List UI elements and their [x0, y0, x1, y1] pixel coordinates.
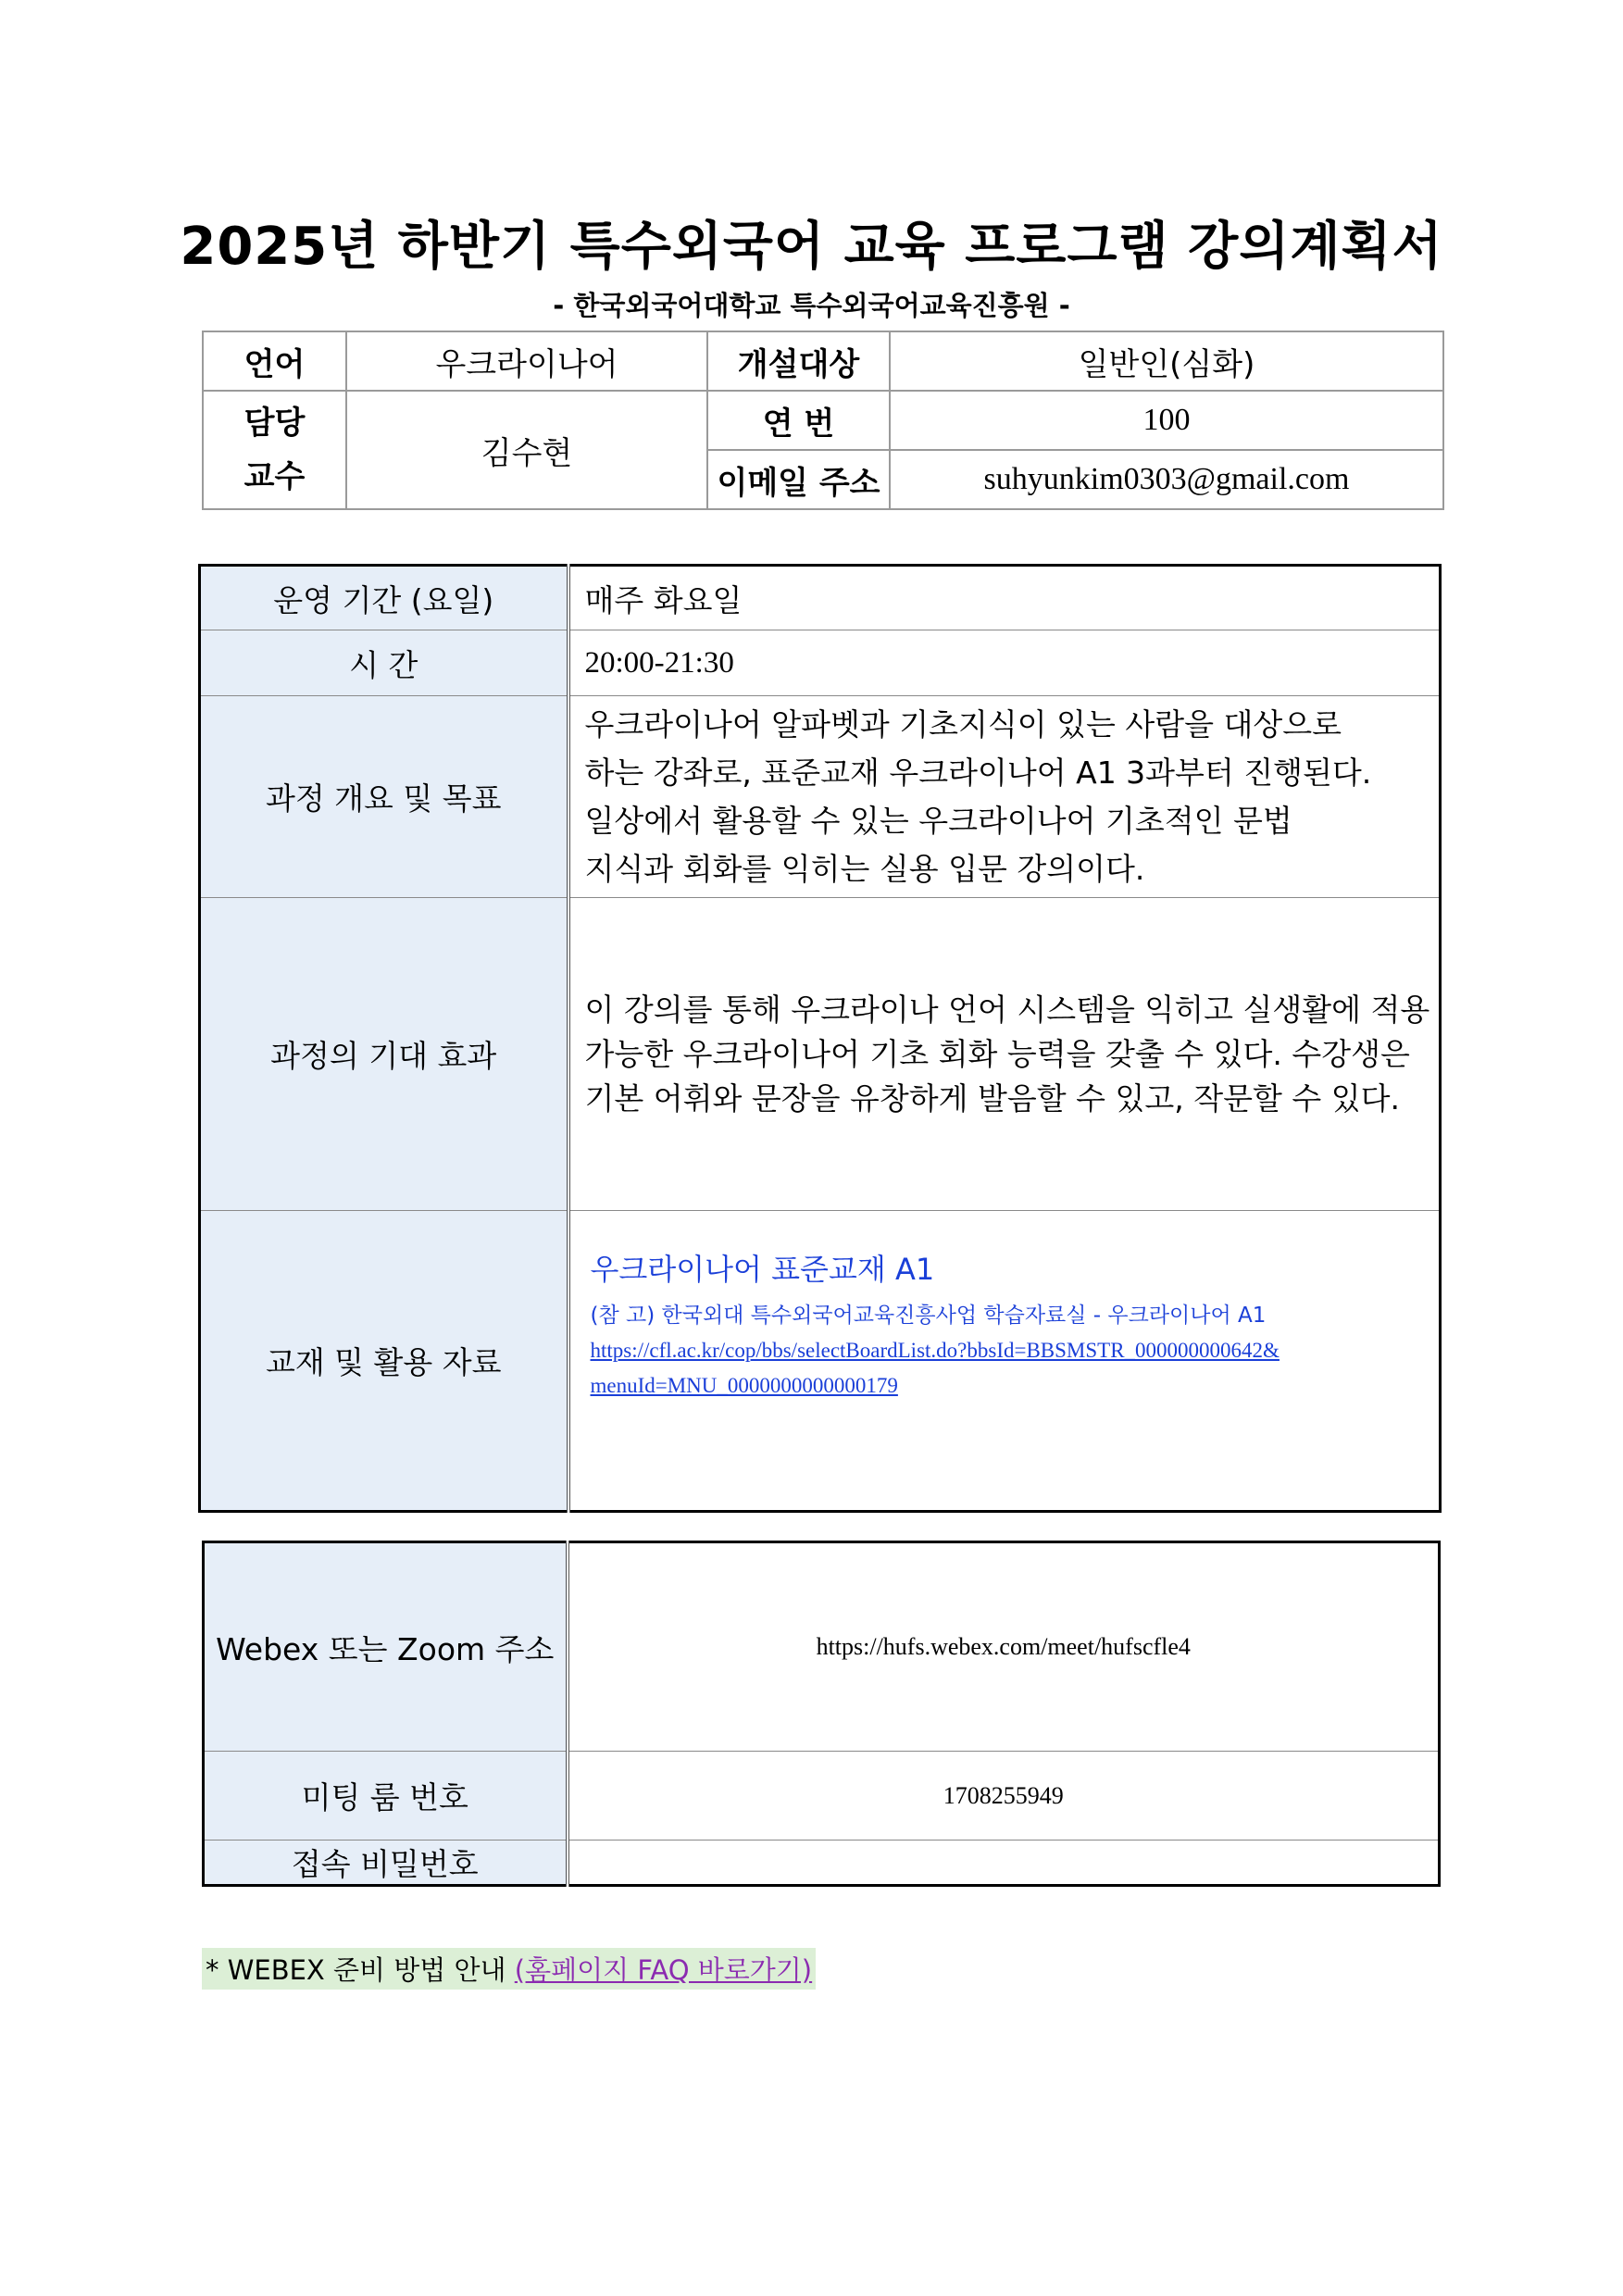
- webex-guide-text: * WEBEX 준비 방법 안내: [206, 1954, 515, 1986]
- time-value: 20:00-21:30: [568, 630, 1441, 696]
- materials-link-line[interactable]: https://cfl.ac.kr/cop/bbs/selectBoardList.do?bbsId=BBSMSTR_000000000642&: [590, 1339, 1280, 1362]
- overview-line: 하는 강좌로, 표준교재 우크라이나어 A1 3과부터 진행된다.: [584, 754, 1372, 791]
- meeting-room-label: 미팅 룸 번호: [204, 1752, 568, 1841]
- overview-line: 일상에서 활용할 수 있는 우크라이나어 기초적인 문법: [584, 802, 1292, 839]
- number-value: 100: [890, 391, 1443, 450]
- materials-label: 교재 및 활용 자료: [200, 1211, 568, 1512]
- meeting-address-value[interactable]: https://hufs.webex.com/meet/hufscfle4: [568, 1542, 1440, 1752]
- instructor-label-line2: 교수: [243, 458, 306, 495]
- email-value: suhyunkim0303@gmail.com: [890, 450, 1443, 509]
- page-title: 2025년 하반기 특수외국어 교육 프로그램 강의계획서: [180, 217, 1443, 277]
- instructor-value: 김수현: [346, 391, 707, 509]
- effect-text: [568, 898, 1441, 1211]
- effect-line: 기본 어휘와 문장을 유창하게 발음할 수 있고, 작문할 수 있다.: [584, 1079, 1400, 1117]
- email-label: 이메일 주소: [707, 450, 890, 509]
- language-value: 우크라이나어: [346, 331, 707, 391]
- meeting-address-label: Webex 또는 Zoom 주소: [204, 1542, 568, 1752]
- overview-line: 지식과 회화를 익히는 실용 입문 강의이다.: [584, 850, 1145, 887]
- materials-title: 우크라이나어 표준교재 A1: [590, 1252, 935, 1287]
- faq-link[interactable]: (홈페이지 FAQ 바로가기): [514, 1954, 813, 1986]
- overview-line: 우크라이나어 알파벳과 기초지식이 있는 사람을 대상으로: [584, 705, 1342, 742]
- time-label: 시 간: [200, 630, 568, 696]
- meeting-info-table: [202, 1541, 1441, 1887]
- number-label: 연 번: [707, 391, 890, 450]
- password-value: [568, 1841, 1440, 1886]
- materials-content: [568, 1211, 1441, 1512]
- effect-line: 이 강의를 통해 우크라이나 언어 시스템을 익히고 실생활에 적용: [584, 991, 1430, 1028]
- webex-guide-note: [202, 1948, 816, 1990]
- overview-label: 과정 개요 및 목표: [200, 696, 568, 898]
- password-label: 접속 비밀번호: [204, 1841, 568, 1886]
- materials-link[interactable]: [591, 1333, 1440, 1404]
- page-subtitle: - 한국외국어대학교 특수외국어교육진흥원 -: [553, 290, 1070, 321]
- target-value: 일반인(심화): [890, 331, 1443, 391]
- course-detail-table: [198, 564, 1442, 1513]
- materials-reference: (참 고) 한국외대 특수외국어교육진흥사업 학습자료실 - 우크라이나어 A1: [590, 1304, 1267, 1328]
- effect-label: 과정의 기대 효과: [200, 898, 568, 1211]
- course-info-table: [202, 331, 1444, 510]
- meeting-room-value: 1708255949: [568, 1752, 1440, 1841]
- effect-line: 가능한 우크라이나어 기초 회화 능력을 갖출 수 있다. 수강생은: [584, 1035, 1410, 1072]
- target-label: 개설대상: [707, 331, 890, 391]
- materials-link-line[interactable]: menuId=MNU_0000000000000179: [590, 1374, 898, 1397]
- period-label: 운영 기간 (요일): [200, 566, 568, 630]
- instructor-label: [203, 391, 346, 509]
- language-label: 언어: [203, 331, 346, 391]
- period-value: 매주 화요일: [568, 566, 1441, 630]
- instructor-label-line1: 담당: [243, 405, 306, 442]
- overview-text: [568, 696, 1441, 898]
